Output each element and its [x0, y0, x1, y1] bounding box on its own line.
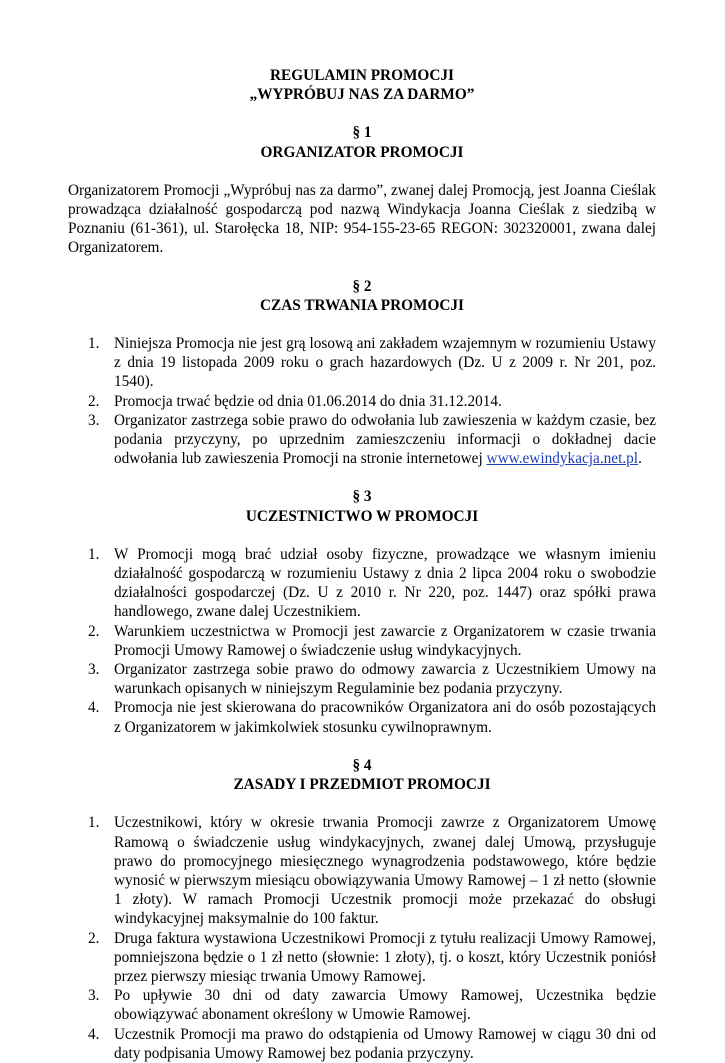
document-page: [68, 66, 656, 1063]
list-item: [68, 1025, 656, 1063]
section-2-number: § 2: [352, 277, 372, 295]
list-item: [68, 813, 656, 928]
section-2-heading: CZAS TRWANIA PROMOCJI: [259, 296, 464, 314]
list-item: [68, 411, 656, 469]
list-item: [68, 622, 656, 660]
list-number: 4.: [88, 699, 100, 717]
list-item-text: Organizator zastrzega sobie prawo do odwołania lub zawieszenia w każdym czasie, bez podania przyczyny, po uprzednim zamieszczeniu informacji o dokładnej dacie odwołania lub zawieszenia Promocji na stronie internetowej: [114, 411, 656, 468]
list-number: 2.: [88, 622, 100, 640]
list-item-text: Uczestnikowi, który w okresie trwania Promocji zawrze z Organizatorem Umowę Ramową o świadczenie usług windykacyjnych, zwanej dalej Umową, przysługuje prawo do promocyjnego miesięcznego wynagrodzenia podstawowego, które będzie wynosić w pierwszym miesiącu obowiązywania Umowy Ramowej – 1 zł netto (słownie 1 złoty). W ramach Promocji Uczestnik promocji może przekazać do obsługi windykacyjnej maksymalnie do 100 faktur.: [114, 814, 656, 928]
section-3-number: § 3: [352, 488, 372, 506]
list-item-text: Druga faktura wystawiona Uczestnikowi Promocji z tytułu realizacji Umowy Ramowej, pomniejszona będzie o 1 zł netto (słownie: 1 złoty), tj. o koszt, który Uczestnik poniósł przez pierwszy miesiąc trwania Umowy Ramowej.: [114, 929, 656, 985]
list-item-text: Promocja nie jest skierowana do pracowników Organizatora ani do osób pozostających z Organizatorem w jakimkolwiek stosunku cywilnoprawnym.: [114, 699, 656, 736]
section-3-list: [68, 545, 656, 737]
list-item-text: Niniejsza Promocja nie jest grą losową ani zakładem wzajemnym w rozumieniu Ustawy z dnia 19 listopada 2009 roku o grach hazardowych (Dz. U z 2009 r. Nr 201, poz. 1540).: [114, 335, 656, 391]
document-subtitle: „WYPRÓBUJ NAS ZA DARMO”: [249, 86, 475, 104]
section-4-list: [68, 813, 656, 1063]
list-number: 3.: [88, 411, 100, 429]
list-item-text: W Promocji mogą brać udział osoby fizyczne, prowadzące we własnym imieniu działalność gospodarczą w rozumieniu Ustawy z dnia 2 lipca 2004 roku o swobodzie działalności gospodarczej (Dz. U z 2010 r. Nr 220, poz. 1447) oraz spółki prawa handlowego, zwane dalej Uczestnikiem.: [114, 545, 656, 621]
list-item: [68, 660, 656, 698]
list-item-text: Po upływie 30 dni od daty zawarcia Umowy Ramowej, Uczestnika będzie obowiązywać abonament określony w Umowie Ramowej.: [114, 987, 656, 1024]
list-item: [68, 929, 656, 987]
list-item: [68, 334, 656, 392]
section-1-number: § 1: [352, 124, 372, 142]
document-title: REGULAMIN PROMOCJI: [270, 67, 454, 84]
list-item-text: Uczestnik Promocji ma prawo do odstąpienia od Umowy Ramowej w ciągu 30 dni od daty podpisania Umowy Ramowej bez podania przyczyny.: [114, 1025, 656, 1062]
list-number: 4.: [88, 1025, 100, 1043]
section-4-number: § 4: [352, 756, 372, 774]
list-item: [68, 545, 656, 622]
list-number: 2.: [88, 929, 100, 947]
section-2-list: [68, 334, 656, 468]
list-number: 1.: [88, 814, 100, 832]
section-3-heading: UCZESTNICTWO W PROMOCJI: [245, 507, 479, 525]
list-item: [68, 392, 656, 411]
list-number: 3.: [88, 661, 100, 679]
list-number: 1.: [88, 545, 100, 563]
list-item-text: Warunkiem uczestnictwa w Promocji jest zawarcie z Organizatorem w czasie trwania Promocji Umowy Ramowej o świadczenie usług windykacyjnych.: [114, 622, 656, 659]
list-item: [68, 698, 656, 736]
section-1-heading: ORGANIZATOR PROMOCJI: [260, 143, 464, 161]
list-item-text: Promocja trwać będzie od dnia 01.06.2014 do dnia 31.12.2014.: [114, 392, 502, 410]
list-item-end: .: [638, 450, 642, 468]
list-number: 1.: [88, 335, 100, 353]
website-link[interactable]: www.ewindykacja.net.pl: [486, 450, 639, 468]
list-item: [68, 986, 656, 1024]
list-number: 2.: [88, 392, 100, 410]
list-item-text: Organizator zastrzega sobie prawo do odmowy zawarcia z Uczestnikiem Umowy na warunkach opisanych w niniejszym Regulaminie bez podania przyczyny.: [114, 661, 656, 698]
list-number: 3.: [88, 987, 100, 1005]
section-1-paragraph: Organizatorem Promocji „Wypróbuj nas za darmo”, zwanej dalej Promocją, jest Joanna Cieślak prowadząca działalność gospodarczą pod nazwą Windykacja Joanna Cieślak z siedzibą w Poznaniu (61-361), ul. Starołęcka 18, NIP: 954-155-23-65 REGON: 302320001, zwana dalej Organizatorem.: [68, 181, 656, 257]
section-4-heading: ZASADY I PRZEDMIOT PROMOCJI: [233, 776, 491, 794]
